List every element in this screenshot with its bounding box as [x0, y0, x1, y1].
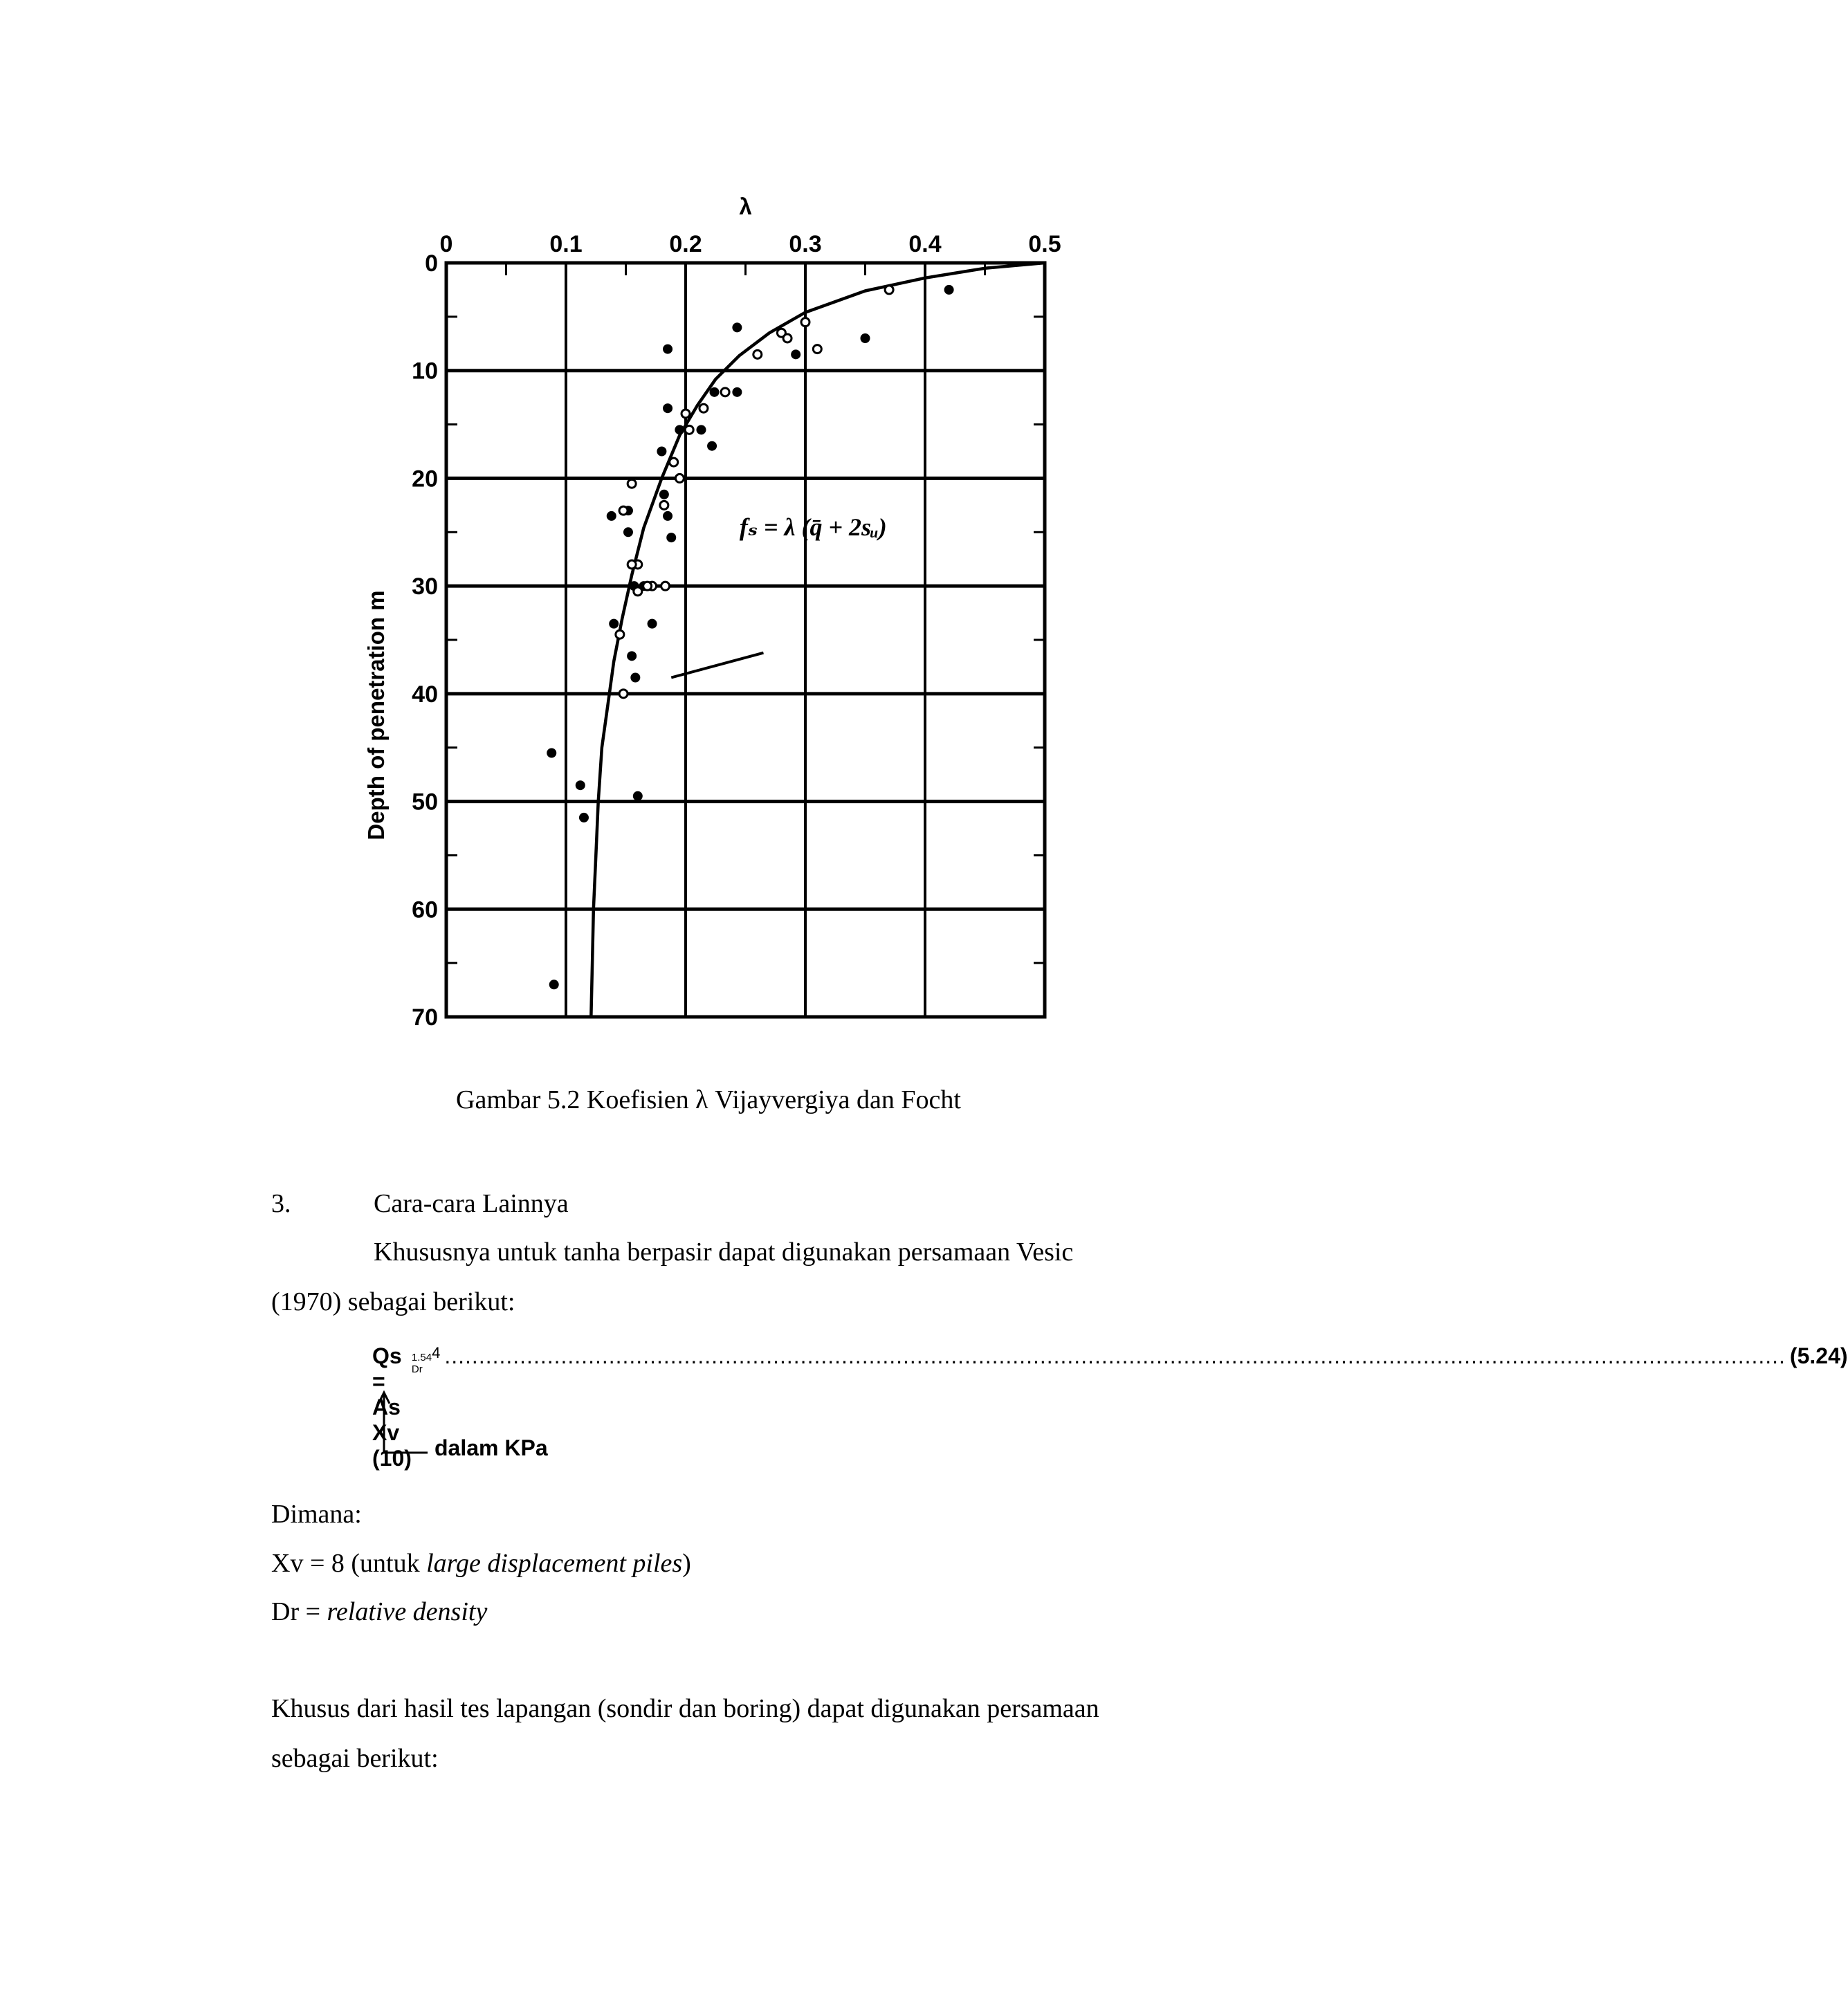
- data-point-open: [661, 582, 670, 590]
- y-axis-title: Depth of penetration m: [363, 590, 389, 840]
- definition-dr-italic: relative density: [327, 1597, 488, 1626]
- equation-superscript2: 4: [432, 1344, 441, 1361]
- x-tick-label: 0.1: [549, 231, 583, 257]
- data-point-filled: [549, 980, 559, 989]
- equation-number: (5.24): [1789, 1343, 1848, 1368]
- y-tick-label: 10: [412, 358, 438, 385]
- formula-label: fₛ = λ (q̄ + 2sᵤ): [739, 513, 887, 541]
- chart-curve-layer: [591, 263, 1045, 1017]
- data-point-open: [660, 501, 668, 509]
- caption-suffix: Vijayvergiya dan Focht: [708, 1085, 961, 1114]
- data-point-open: [670, 458, 678, 466]
- data-point-open: [628, 479, 636, 488]
- data-point-open: [801, 318, 809, 327]
- data-point-open: [813, 345, 821, 353]
- definition-xv-suffix: ): [682, 1549, 691, 1578]
- equation-dots: ....................................................................................................................................................................................................: [444, 1343, 1786, 1368]
- data-point-open: [628, 560, 636, 569]
- data-point-filled: [944, 285, 954, 295]
- y-tick-label: 70: [412, 1004, 438, 1031]
- definition-xv: [271, 1548, 691, 1580]
- data-point-filled: [696, 425, 706, 434]
- data-point-open: [699, 404, 708, 412]
- caption-prefix: Gambar 5.2 Koefisien: [456, 1085, 696, 1114]
- y-tick-label: 40: [412, 681, 438, 708]
- y-tick-label: 0: [425, 250, 438, 277]
- data-point-filled: [663, 511, 673, 521]
- data-point-open: [685, 425, 693, 434]
- lambda-depth-chart: [360, 194, 1121, 1045]
- definition-xv-italic: large displacement piles: [426, 1549, 683, 1578]
- data-point-open: [619, 506, 628, 515]
- data-point-open: [885, 286, 893, 294]
- x-tick-label: 0.5: [1028, 231, 1061, 257]
- data-point-filled: [732, 322, 742, 332]
- data-point-open: [753, 350, 762, 358]
- definitions-heading: Dimana:: [271, 1500, 362, 1529]
- data-point-open: [619, 690, 628, 698]
- data-point-filled: [623, 527, 633, 537]
- data-point-filled: [627, 651, 637, 661]
- y-tick-label: 20: [412, 466, 438, 493]
- data-point-filled: [791, 349, 801, 359]
- data-point-filled: [659, 490, 669, 499]
- data-point-filled: [576, 780, 585, 790]
- caption-lambda: λ: [695, 1085, 708, 1114]
- data-point-filled: [732, 387, 742, 397]
- data-point-filled: [648, 619, 657, 629]
- definition-dr: [271, 1597, 487, 1628]
- section-title: Cara-cara Lainnya: [374, 1189, 569, 1218]
- equation-note: dalam KPa: [434, 1435, 548, 1460]
- data-point-open: [721, 388, 729, 396]
- data-point-open: [783, 334, 792, 342]
- chart-points-layer: [547, 285, 953, 989]
- data-point-filled: [633, 791, 643, 801]
- chart-grid: [446, 263, 1045, 1017]
- definition-dr-prefix: Dr =: [271, 1597, 327, 1626]
- x-axis-title: λ: [739, 194, 752, 219]
- paragraph1-line2: (1970) sebagai berikut:: [271, 1287, 515, 1316]
- data-point-filled: [861, 333, 870, 343]
- data-point-open: [681, 410, 690, 418]
- data-point-filled: [657, 447, 666, 457]
- paragraph1-line1: Khususnya untuk tanha berpasir dapat digunakan persamaan Vesic: [374, 1238, 1074, 1267]
- x-tick-label: 0.2: [669, 231, 702, 257]
- data-point-filled: [663, 403, 673, 413]
- data-point-open: [675, 474, 684, 482]
- paragraph2-line2: sebagai berikut:: [271, 1744, 439, 1773]
- chart-svg: [360, 194, 1121, 1045]
- equation-superscript: 1.54 Dr: [411, 1352, 432, 1375]
- equation-lhs: Qs = As Xv (10): [372, 1343, 412, 1471]
- data-point-filled: [675, 425, 684, 434]
- data-point-filled: [707, 441, 717, 451]
- data-point-filled: [630, 673, 640, 683]
- equation-arrow-icon: [374, 1387, 436, 1463]
- data-point-filled: [579, 813, 589, 822]
- data-point-open: [616, 630, 624, 638]
- y-tick-label: 30: [412, 573, 438, 600]
- x-tick-label: 0.4: [908, 231, 942, 257]
- y-tick-label: 50: [412, 789, 438, 816]
- section-number: 3.: [271, 1189, 291, 1218]
- data-point-filled: [663, 344, 673, 354]
- lambda-curve: [591, 263, 1045, 1017]
- x-tick-label: 0.3: [789, 231, 822, 257]
- data-point-open: [643, 582, 652, 590]
- data-point-filled: [710, 387, 720, 397]
- y-tick-label: 60: [412, 897, 438, 923]
- data-point-open: [634, 587, 642, 596]
- data-point-filled: [547, 748, 556, 758]
- x-tick-label: 0: [439, 231, 453, 257]
- plot-frame: [446, 263, 1045, 1017]
- definition-xv-prefix: Xv = 8 (untuk: [271, 1549, 427, 1578]
- paragraph2-line1: Khusus dari hasil tes lapangan (sondir dan boring) dapat digunakan persamaan: [271, 1694, 1099, 1723]
- data-point-filled: [666, 533, 676, 542]
- data-point-filled: [607, 511, 616, 521]
- data-point-filled: [609, 619, 619, 629]
- figure-caption: [0, 1085, 1417, 1115]
